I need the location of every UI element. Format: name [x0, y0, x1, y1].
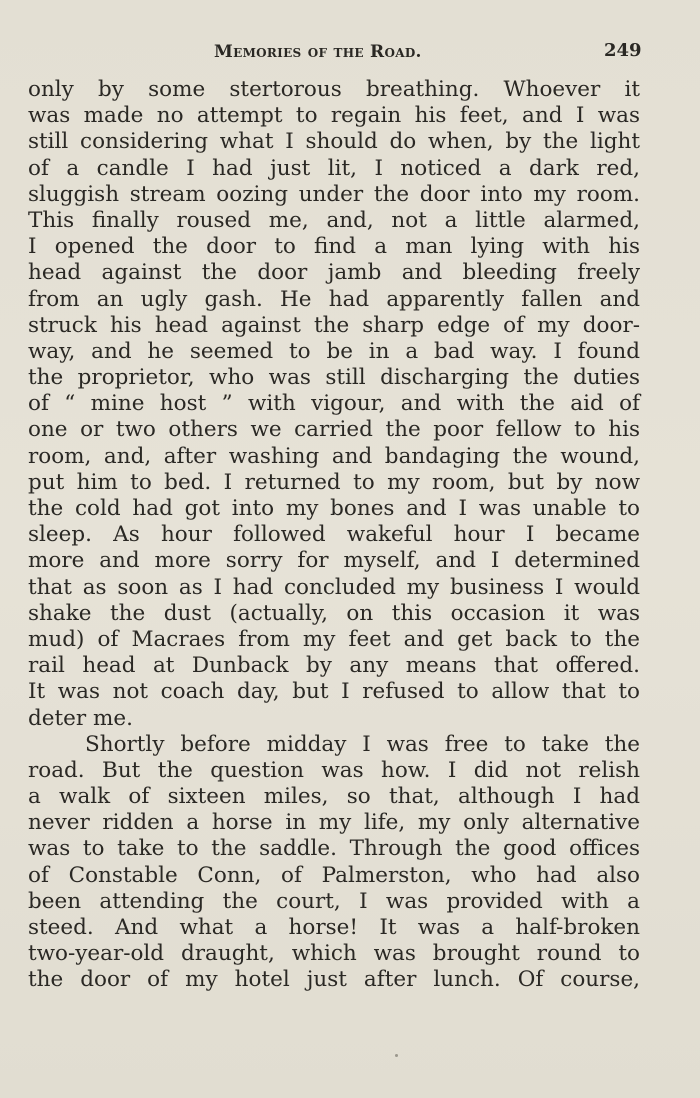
text-line: the door of my hotel just after lunch. Of course,: [28, 967, 640, 993]
text-line: rail head at Dunback by any means that offered.: [28, 653, 640, 679]
running-head: [0, 40, 700, 68]
text-line: still considering what I should do when, by the light: [28, 129, 640, 155]
text-line: It was not coach day, but I refused to allow that to: [28, 679, 640, 705]
text-line: two-year-old draught, which was brought round to: [28, 941, 640, 967]
text-line: struck his head against the sharp edge of my door-: [28, 312, 640, 338]
text-line: sleep. As hour followed wakeful hour I became: [28, 522, 640, 548]
text-line: from an ugly gash. He had apparently fallen and: [28, 286, 640, 312]
text-line: more and more sorry for myself, and I determined: [28, 548, 640, 574]
text-line: that as soon as I had concluded my business I would: [28, 574, 640, 600]
running-title: Memories of the Road.: [214, 42, 422, 62]
text-line: way, and he seemed to be in a bad way. I found: [28, 338, 640, 364]
text-line: only by some stertorous breathing. Whoever it: [28, 77, 640, 102]
text-line: the cold had got into my bones and I was unable to: [28, 496, 640, 521]
text-line: been attending the court, I was provided with a: [28, 888, 640, 914]
text-line: This finally roused me, and, not a little alarmed,: [28, 207, 640, 233]
paper-speck: [395, 1054, 398, 1057]
text-line: shake the dust (actually, on this occasion it was: [28, 600, 640, 626]
text-line: of a candle I had just lit, I noticed a dark red,: [28, 155, 640, 181]
page-number: 249: [604, 40, 642, 61]
text-line: put him to bed. I returned to my room, but by now: [28, 469, 640, 495]
text-line: deter me.: [28, 705, 133, 731]
text-line: Shortly before midday I was free to take the: [85, 731, 640, 757]
text-line: one or two others we carried the poor fellow to his: [28, 417, 640, 443]
text-line: I opened the door to find a man lying with his: [28, 234, 640, 260]
paragraph-1: [28, 77, 640, 732]
text-line: sluggish stream oozing under the door into my room.: [28, 181, 640, 207]
text-line: room, and, after washing and bandaging the wound,: [28, 443, 640, 469]
text-line: the proprietor, who was still discharging the duties: [28, 365, 640, 391]
paragraph-2: [28, 732, 640, 994]
text-line: never ridden a horse in my life, my only alternative: [28, 810, 640, 836]
text-line: of “ mine host ” with vigour, and with the aid of: [28, 391, 640, 417]
text-line: was to take to the saddle. Through the good offices: [28, 836, 640, 862]
text-line: road. But the question was how. I did not relish: [28, 757, 640, 783]
text-line: was made no attempt to regain his feet, and I was: [28, 103, 640, 129]
text-line: head against the door jamb and bleeding freely: [28, 260, 640, 286]
text-line: mud) of Macraes from my feet and get back to the: [28, 626, 640, 652]
text-line: of Constable Conn, of Palmerston, who had also: [28, 862, 640, 888]
text-line: steed. And what a horse! It was a half-broken: [28, 915, 640, 940]
body-text: [28, 77, 640, 994]
text-line: a walk of sixteen miles, so that, although I had: [28, 784, 640, 810]
